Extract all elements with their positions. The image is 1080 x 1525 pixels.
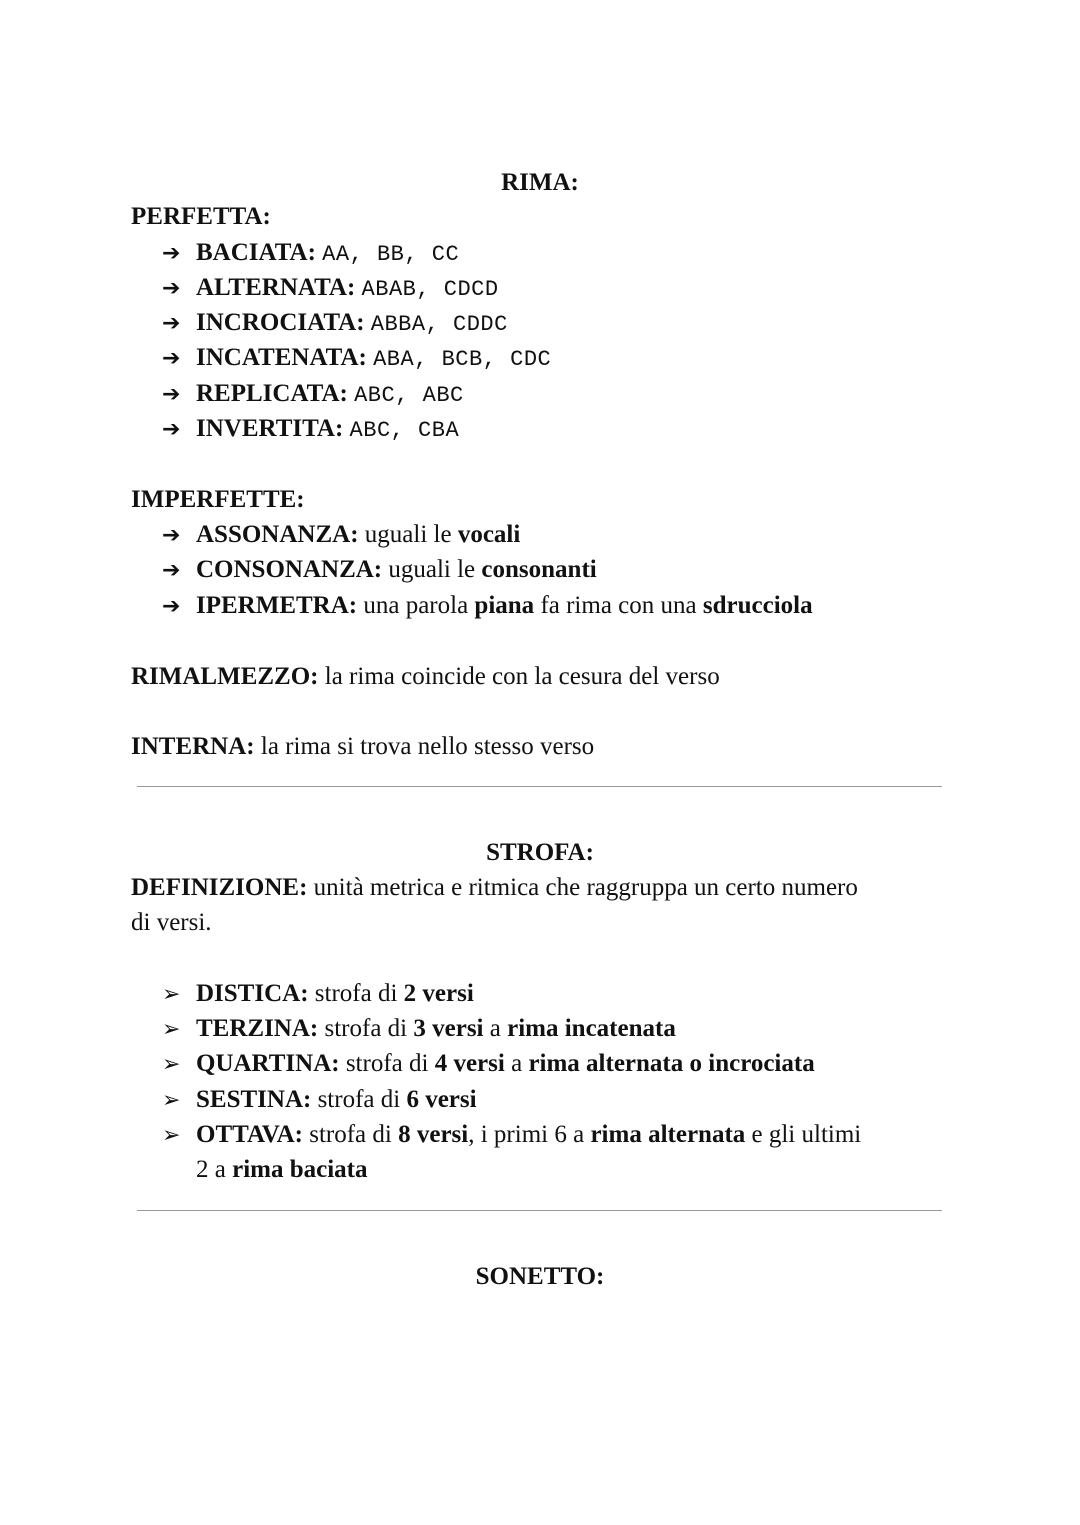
item-label: DISTICA: [196,980,309,1007]
list-item-continuation [196,1155,368,1185]
arrow-icon: ➔ [162,311,181,336]
section-divider [137,1210,942,1211]
list-item [162,273,499,305]
list-item [162,979,474,1010]
list-item [162,1049,815,1080]
rhyme-scheme: ABC, CBA [349,418,460,443]
arrow-icon: ➔ [162,594,181,619]
item-emphasis: rima alternata [590,1121,746,1148]
list-item [162,591,813,622]
item-text: 2 a [196,1156,233,1183]
item-label: QUARTINA: [196,1050,340,1077]
item-text: uguali le [358,521,458,548]
sonetto-title: SONETTO: [475,1263,605,1290]
term-text: unità metrica e ritmica che raggruppa un certo numero [307,874,858,901]
section-divider [137,786,942,787]
rima-title: RIMA: [501,169,579,196]
item-emphasis: 6 versi [406,1086,477,1113]
item-emphasis: consonanti [481,556,597,583]
arrow-icon: ➔ [162,523,181,548]
rhyme-scheme: AA, BB, CC [322,242,460,267]
definizione-line [131,873,858,903]
item-label: IPERMETRA: [196,592,358,619]
item-text: e gli ultimi [745,1121,862,1148]
item-text: uguali le [382,556,482,583]
item-label: TERZINA: [196,1015,319,1042]
item-label: INVERTITA: [196,415,344,442]
item-emphasis: 4 versi [434,1050,505,1077]
rhyme-scheme: ABA, BCB, CDC [373,347,552,372]
definizione-line-2: di versi. [131,909,212,936]
term-label: DEFINIZIONE: [131,874,308,901]
item-label: ALTERNATA: [196,274,356,301]
arrow-icon: ➔ [162,346,181,371]
rhyme-scheme: ABC, ABC [354,383,464,408]
item-emphasis: 8 versi [398,1121,469,1148]
item-emphasis: 2 versi [403,980,474,1007]
item-text: strofa di [311,1086,407,1113]
arrow-icon: ➔ [162,241,181,266]
perfetta-heading: PERFETTA: [131,203,271,230]
item-text: strofa di [302,1121,399,1148]
item-label: INCATENATA: [196,344,367,371]
list-item [162,1120,861,1151]
item-label: CONSONANZA: [196,556,383,583]
list-item [162,308,508,340]
item-text: a [504,1050,529,1077]
item-text: , i primi 6 a [468,1121,591,1148]
list-item [162,555,597,586]
item-text: strofa di [318,1015,414,1042]
item-label: REPLICATA: [196,380,348,407]
term-text: la rima coincide con la cesura del verso [318,663,720,690]
item-text: strofa di [308,980,404,1007]
item-text: strofa di [339,1050,435,1077]
triangle-icon: ➢ [162,1088,181,1113]
triangle-icon: ➢ [162,1017,181,1042]
term-label: RIMALMEZZO: [131,663,319,690]
item-emphasis: vocali [457,521,521,548]
rhyme-scheme: ABAB, CDCD [361,277,499,302]
arrow-icon: ➔ [162,382,181,407]
item-label: INCROCIATA: [196,309,365,336]
term-text: la rima si trova nello stesso verso [254,733,595,760]
item-emphasis: piana [474,592,535,619]
item-label: OTTAVA: [196,1121,303,1148]
list-item [162,1085,477,1116]
list-item [162,238,459,270]
triangle-icon: ➢ [162,1052,181,1077]
triangle-icon: ➢ [162,982,181,1007]
item-label: SESTINA: [196,1086,312,1113]
strofa-title: STROFA: [486,839,594,866]
imperfette-heading: IMPERFETTE: [131,486,305,513]
arrow-icon: ➔ [162,558,181,583]
item-emphasis: 3 versi [413,1015,484,1042]
list-item [162,379,464,411]
interna-line [131,732,594,762]
list-item [162,1014,676,1045]
item-text: fa rima con una [534,592,703,619]
item-emphasis: rima incatenata [507,1015,676,1042]
item-label: ASSONANZA: [196,521,359,548]
item-emphasis: sdrucciola [702,592,813,619]
list-item [162,414,459,446]
item-emphasis: rima baciata [232,1156,368,1183]
arrow-icon: ➔ [162,276,181,301]
triangle-icon: ➢ [162,1123,181,1148]
item-text: a [483,1015,508,1042]
arrow-icon: ➔ [162,417,181,442]
item-text: una parola [357,592,475,619]
rimalmezzo-line [131,662,720,692]
term-label: INTERNA: [131,733,255,760]
rhyme-scheme: ABBA, CDDC [370,312,508,337]
list-item [162,343,551,375]
item-emphasis: rima alternata o incrociata [528,1050,815,1077]
item-label: BACIATA: [196,239,316,266]
list-item [162,520,520,551]
